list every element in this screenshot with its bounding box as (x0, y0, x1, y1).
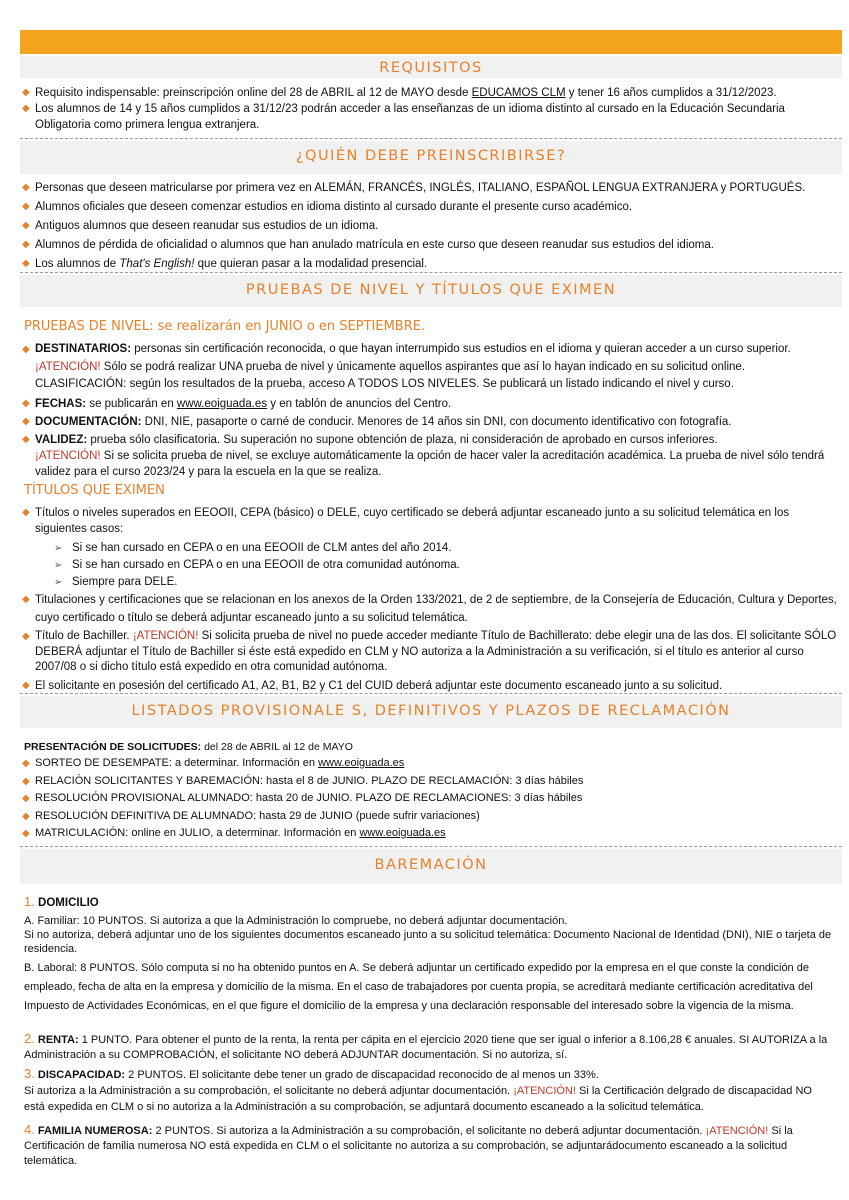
bullet-icon: ◆ (22, 344, 30, 355)
list-item: ➢ Si se han cursado en CEPA o en una EEOOII de CLM antes del año 2014. (52, 540, 832, 557)
list-item: ◆ Los alumnos de 14 y 15 años cumplidos a 31/12/23 podrán acceder a las enseñanzas de un idioma distinto al cursado en la Educación Secundaria Obligatoria como primera lengua extranjera. (22, 103, 785, 131)
list-item: ◆ FECHAS: se publicarán en www.eoiguada.es y en tablón de anuncios del Centro. (22, 397, 452, 410)
list-item: ◆ Titulaciones y certificaciones que se relacionan en los anexos de la Orden 133/2021, de 2 de septiembre, de la Consejería de Educación, Cultura y Deportes, cuyo certificado o título se deberá adjuntar escaneado junto a su solicitud telemática. (20, 591, 842, 627)
list-item: ◆ Alumnos oficiales que deseen comenzar estudios en idioma distinto al cursado durante el presente curso académico. (22, 201, 633, 213)
section-header-quien (20, 141, 842, 174)
eoi-link[interactable]: www.eoiguada.es (359, 827, 446, 839)
bullet-icon: ◆ (22, 220, 30, 231)
renta-paragraph: 2. RENTA: 1 PUNTO. Para obtener el punto de la renta, la renta per cápita en el ejercicio 2020 tiene que ser igual o inferior a 8.106,28 € anuales. SI AUTORIZA a la Administración a su COMPROBACIÓN, el solicitante NO deberá ADJUNTAR documentación. Si no autoriza, sí. (24, 1031, 828, 1061)
section-header-pruebas (20, 275, 842, 307)
bullet-icon: ◆ (22, 258, 30, 269)
list-item: ◆ Los alumnos de That's English! que quieran pasar a la modalidad presencial. (22, 258, 428, 270)
list-item: ➢ Si se han cursado en CEPA o en una EEOOII de otra comunidad autónoma. (52, 557, 832, 574)
list-item: ◆ MATRICULACIÓN: online en JULIO, a determinar. Información en www.eoiguada.es (20, 825, 842, 843)
domicilio-heading: 1. DOMICILIO (24, 894, 99, 909)
bullet-icon: ◆ (22, 507, 30, 518)
presentacion-line: PRESENTACIÓN DE SOLICITUDES: del 28 de ABRIL al 12 de MAYO (24, 741, 353, 753)
quien-list (20, 180, 842, 272)
bullet-icon: ◆ (22, 758, 30, 769)
divider (20, 272, 842, 273)
section-title: PRUEBAS DE NIVEL Y TÍTULOS QUE EXIMEN (245, 282, 617, 298)
list-item: ◆ El solicitante en posesión del certificado A1, A2, B1, B2 y C1 del CUID deberá adjuntar este documento escaneado junto a su solicitud. (22, 679, 723, 692)
section-header-requisitos (20, 56, 842, 78)
educamos-link[interactable]: EDUCAMOS CLM (471, 87, 566, 99)
bullet-icon: ◆ (22, 239, 30, 250)
bullet-icon: ◆ (22, 87, 30, 98)
bullet-icon: ◆ (22, 775, 30, 787)
domicilio-a: A. Familiar: 10 PUNTOS. Si autoriza a que la Administración lo compruebe, no deberá adjuntar documentación. Si no autoriza, deberá adjuntar uno de los siguientes documentos escaneado junto a su solicitud telemática: Documento Nacional de Identidad (DNI), NIE o tarjeta de residencia. (24, 915, 832, 955)
eoi-link[interactable]: www.eoiguada.es (318, 757, 405, 769)
arrow-icon: ➢ (54, 577, 63, 588)
arrow-icon: ➢ (54, 543, 63, 554)
list-item: ◆ DOCUMENTACIÓN: DNI, NIE, pasaporte o carné de conducir. Menores de 14 años sin DNI, con documento identificativo con fotografía. (22, 415, 732, 428)
section-header-baremacion (20, 849, 842, 884)
list-item: ◆ RELACIÓN SOLICITANTES Y BAREMACIÓN: hasta el 8 de JUNIO. PLAZO DE RECLAMACIÓN: 3 días hábiles (20, 773, 842, 791)
familia-paragraph: 4. FAMILIA NUMEROSA: 2 PUNTOS. Si autoriza a la Administración a su comprobación, el solicitante no deberá adjuntar documentación. ¡ATENCIÓN! Si la Certificación de familia numerosa NO está expedida en CLM o el solicitante no autoriza a su comprobación, se adjuntarádocumento escaneado a la solicitud telemática. (24, 1122, 793, 1167)
list-item: ◆ VALIDEZ: prueba sólo clasificatoria. Su superación no supone obtención de plaza, ni consideración de aprobado en cursos inferiores. ¡ATENCIÓN! Si se solicita prueba de nivel, se excluye automáticamente la opción de hacer valer la acreditación académica. La prueba de nivel sólo tendrá validez para el curso 2023/24 y para la escuela en la que se realiza. (22, 433, 825, 478)
bullet-icon: ◆ (22, 810, 30, 822)
eoi-link[interactable]: www.eoiguada.es (176, 397, 268, 410)
titulos-list (20, 505, 842, 537)
list-item: ◆ RESOLUCIÓN DEFINITIVA DE ALUMNADO: hasta 29 de JUNIO (puede sufrir variaciones) (20, 808, 842, 826)
top-banner (20, 30, 842, 54)
domicilio-b: B. Laboral: 8 PUNTOS. Sólo computa si no ha obtenido puntos en A. Se deberá adjuntar un certificado expedido por la empresa en el que conste la condición de empleado, fecha de alta en la empresa y domicilio de la misma. En el caso de trabajadores por cuenta propia, se acreditará mediante certificación acreditativa del Impuesto de Actividades Económicas, en el que figure el domicilio de la empresa y una declaración responsable del interesado sobre la vigencia de la misma. (24, 962, 813, 1012)
divider (20, 693, 842, 694)
divider (20, 846, 842, 847)
discapacidad-paragraph: 3. DISCAPACIDAD: 2 PUNTOS. El solicitante debe tener un grado de discapacidad reconocido de al menos un 33%. Si autoriza a la Administración a su comprobación, el solicitante no deberá adjuntar documentación. ¡ATENCIÓN! Si la Certificación delgrado de discapacidad NO está expedida en CLM o si no autoriza a la Administración a su comprobación, se adjuntará documento escaneado a la solicitud telemática. (24, 1066, 812, 1113)
pruebas-subtitle: PRUEBAS DE NIVEL: se realizarán en JUNIO o en SEPTIEMBRE. (24, 319, 426, 334)
listados-list (20, 755, 842, 843)
list-item: ◆ Requisito indispensable: preinscripción online del 28 de ABRIL al 12 de MAYO desde EDUCAMOS CLM y tener 16 años cumplidos a 31/12/2023. (22, 87, 777, 99)
list-item: ◆ Títulos o niveles superados en EEOOII, CEPA (básico) o DELE, cuyo certificado se deberá adjuntar escaneado junto a su solicitud telemática en los siguientes casos: (22, 507, 790, 535)
bullet-icon: ◆ (22, 679, 30, 691)
bullet-icon: ◆ (22, 397, 30, 409)
bullet-icon: ◆ (22, 793, 30, 804)
list-item: ◆ SORTEO DE DESEMPATE: a determinar. Información en www.eoiguada.es (20, 755, 842, 773)
titulos-subtitle: TÍTULOS QUE EXIMEN (24, 483, 165, 498)
section-title: BAREMACIÓN (374, 857, 488, 873)
bullet-icon: ◆ (22, 433, 30, 445)
bullet-icon: ◆ (22, 201, 30, 212)
list-item: ◆ RESOLUCIÓN PROVISIONAL ALUMNADO: hasta 20 de JUNIO. PLAZO DE RECLAMACIONES: 3 días hábiles (20, 790, 842, 808)
pruebas-list (20, 341, 842, 480)
list-item: ◆ Alumnos de pérdida de oficialidad o alumnos que han anulado matrícula en este curso que deseen reanudar sus estudios del idioma. (22, 239, 714, 251)
list-item: ◆ Personas que deseen matricularse por primera vez en ALEMÁN, FRANCÉS, INGLÉS, ITALIANO, ESPAÑOL LENGUA EXTRANJERA y PORTUGUÉS. (22, 182, 806, 194)
bullet-icon: ◆ (22, 594, 30, 605)
list-item: ➢ Siempre para DELE. (52, 574, 832, 591)
bullet-icon: ◆ (22, 182, 30, 193)
section-title: REQUISITOS (379, 60, 483, 76)
titulos-sublist (52, 540, 832, 591)
section-title: LISTADOS PROVISIONALE S, DEFINITIVOS Y PLAZOS DE RECLAMACIÓN (131, 703, 731, 719)
list-item: ◆ Título de Bachiller. ¡ATENCIÓN! Si solicita prueba de nivel no puede acceder mediante Título de Bachillerato: debe elegir una de las dos. El solicitante SÓLO DEBERÁ adjuntar el Título de Bachiller si éste está expedido en CLM y NO autoriza a la Administración a su verificación, si el título es anterior al curso 2007/08 o si dicho título está expedido en otra comunidad autónoma. (22, 630, 837, 673)
arrow-icon: ➢ (54, 560, 63, 571)
section-header-listados (20, 696, 842, 728)
section-title: ¿QUIÉN DEBE PREINSCRIBIRSE? (295, 148, 567, 164)
requisitos-list (20, 85, 842, 133)
bullet-icon: ◆ (22, 103, 30, 114)
bullet-icon: ◆ (22, 828, 30, 839)
bullet-icon: ◆ (22, 415, 30, 427)
divider (20, 138, 842, 139)
bullet-icon: ◆ (22, 631, 30, 642)
list-item: ◆ Antiguos alumnos que deseen reanudar sus estudios de un idioma. (22, 220, 379, 232)
titulos-list-2 (20, 591, 842, 694)
list-item: ◆ DESTINATARIOS: personas sin certificación reconocida, o que hayan interrumpido sus estudios en el idioma y quieran acceder a un curso superior. ¡ATENCIÓN! Sólo se podrá realizar UNA prueba de nivel y únicamente aquellos aspirantes que así lo hayan indicado en su solicitud online. CLASIFICACIÓN: según los resultados de la prueba, acceso A TODOS LOS NIVELES. Se publicará un listado indicando el nivel y curso. (22, 343, 791, 390)
